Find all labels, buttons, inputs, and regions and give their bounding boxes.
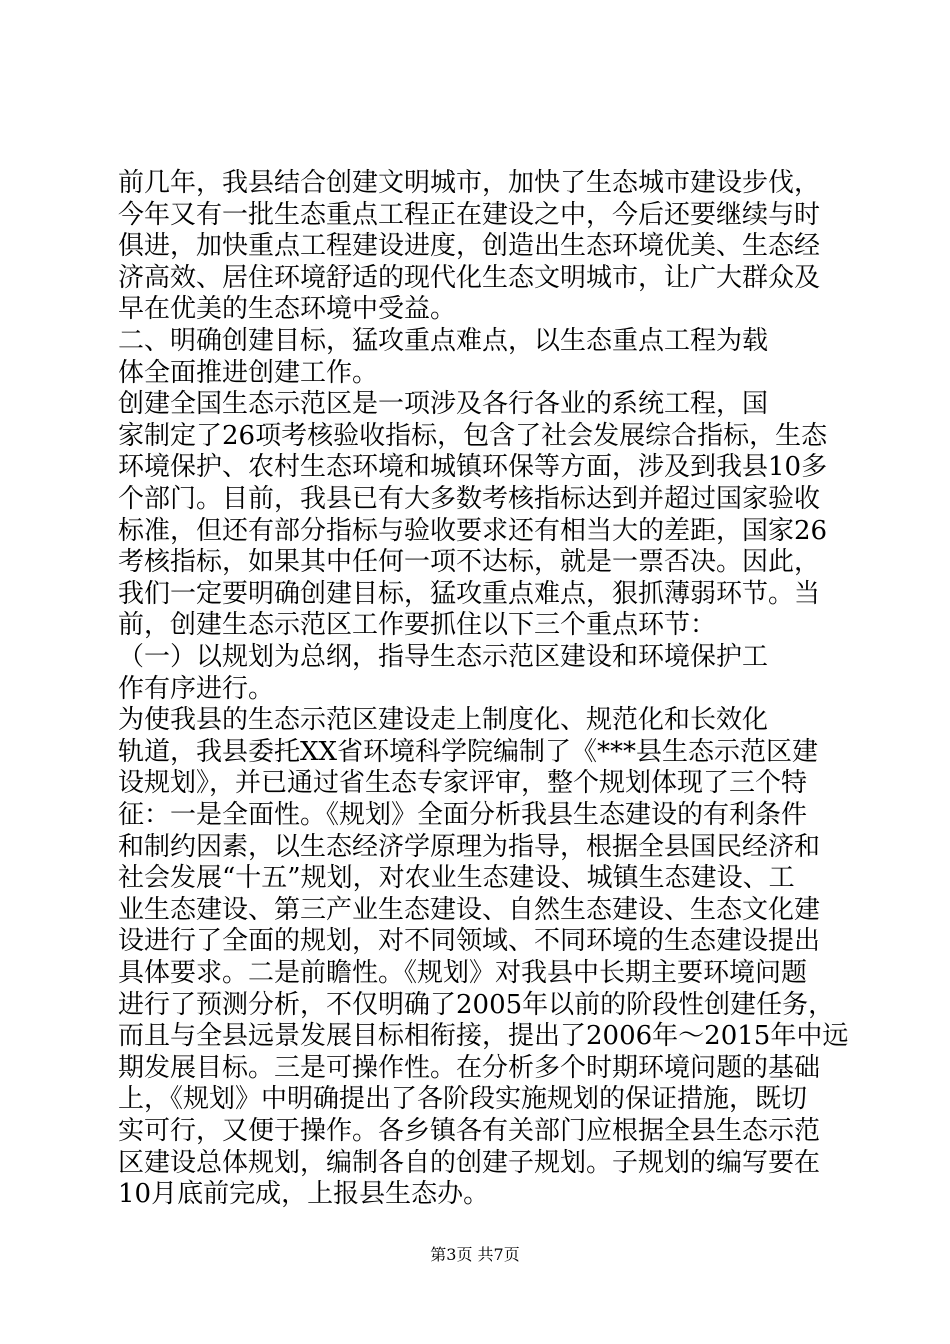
text-line: 济高效、居住环境舒适的现代化生态文明城市，让广大群众及 <box>118 262 821 293</box>
text-line: 个部门。目前，我县已有大多数考核指标达到并超过国家验收 <box>118 484 821 514</box>
text-line: 上，《规划》中明确提出了各阶段实施规划的保证措施，既切 <box>118 1084 808 1115</box>
text-line: 设规划》，并已通过省生态专家评审，整个规划体现了三个特 <box>118 768 808 799</box>
page-indicator: 第3页 共7页 <box>430 1245 520 1264</box>
text-line: 和制约因素，以生态经济学原理为指导，根据全县国民经济和 <box>118 831 821 862</box>
text-line: 征：一是全面性。《规划》全面分析我县生态建设的有利条件 <box>118 800 808 830</box>
subsection-heading-line: （一）以规划为总纲，指导生态示范区建设和环境保护工 <box>118 642 769 672</box>
text-line: 今年又有一批生态重点工程正在建设之中，今后还要继续与时 <box>118 199 821 230</box>
text-line: 前，创建生态示范区工作要抓住以下三个重点环节： <box>118 610 717 641</box>
text-line: 家制定了26项考核验收指标，包含了社会发展综合指标，生态 <box>118 420 828 451</box>
text-line: 早在优美的生态环境中受益。 <box>118 294 457 325</box>
page-footer <box>0 1244 950 1266</box>
text-line: 业生态建设、第三产业生态建设、自然生态建设、生态文化建 <box>118 894 821 925</box>
text-line: 10月底前完成，上报县生态办。 <box>118 1179 490 1210</box>
text-line: 而且与全县远景发展目标相衔接，提出了2006年～2015年中远 <box>118 1021 849 1052</box>
text-line: 考核指标，如果其中任何一项不达标，就是一票否决。因此， <box>118 547 821 578</box>
text-line: 设进行了全面的规划，对不同领域、不同环境的生态建设提出 <box>118 926 821 957</box>
text-line: 为使我县的生态示范区建设走上制度化、规范化和长效化 <box>118 705 769 736</box>
section-heading-line: 体全面推进创建工作。 <box>118 357 379 388</box>
text-line: 进行了预测分析，不仅明确了2005年以前的阶段性创建任务， <box>118 989 835 1020</box>
text-line: 前几年，我县结合创建文明城市，加快了生态城市建设步伐， <box>118 168 821 198</box>
text-line: 俱进，加快重点工程建设进度，创造出生态环境优美、生态经 <box>118 231 821 262</box>
text-line: 轨道，我县委托XX省环境科学院编制了《***县生态示范区建 <box>118 736 819 767</box>
section-heading-line: 二、明确创建目标，猛攻重点难点，以生态重点工程为载 <box>118 326 769 356</box>
text-line: 创建全国生态示范区是一项涉及各行各业的系统工程，国 <box>118 389 769 420</box>
subsection-heading-line: 作有序进行。 <box>118 673 275 704</box>
text-line: 标准，但还有部分指标与验收要求还有相当大的差距，国家26 <box>118 515 828 546</box>
text-line: 社会发展“十五”规划，对农业生态建设、城镇生态建设、工 <box>118 863 795 894</box>
text-line: 期发展目标。三是可操作性。在分析多个时期环境问题的基础 <box>118 1052 821 1083</box>
text-line: 实可行，又便于操作。各乡镇各有关部门应根据全县生态示范 <box>118 1116 821 1146</box>
text-line: 区建设总体规划，编制各自的创建子规划。子规划的编写要在 <box>118 1147 821 1178</box>
text-line: 我们一定要明确创建目标，猛攻重点难点，狠抓薄弱环节。当 <box>118 578 821 609</box>
text-line: 具体要求。二是前瞻性。《规划》对我县中长期主要环境问题 <box>118 958 808 988</box>
text-line: 环境保护、农村生态环境和城镇环保等方面，涉及到我县10多 <box>118 452 828 483</box>
